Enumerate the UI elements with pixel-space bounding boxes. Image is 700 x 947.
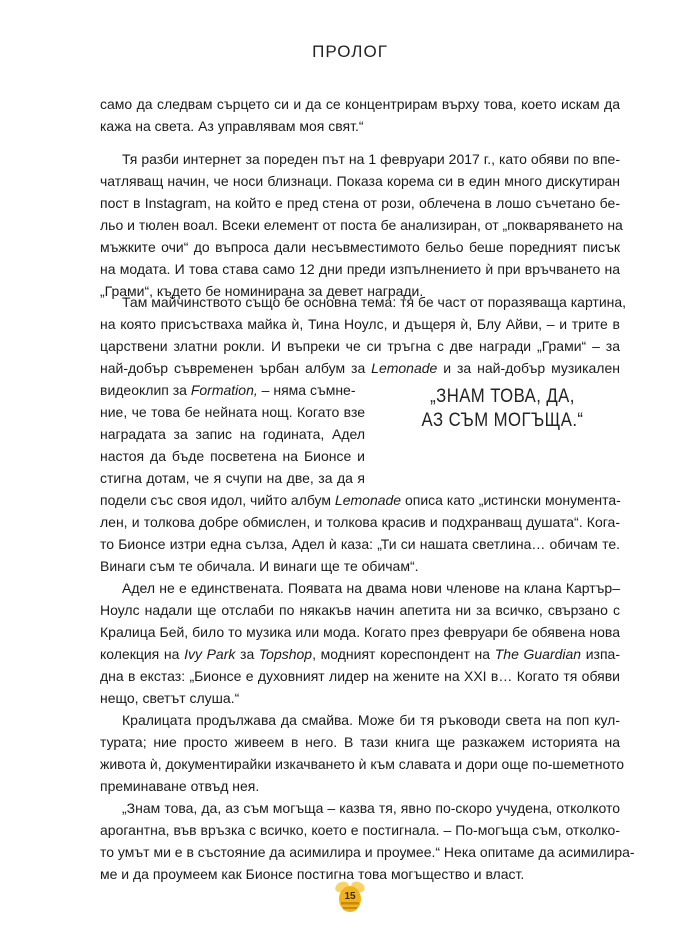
text-line: Кралица Бей, било то музика или мода. Когато през февруари бе обявена нова: [100, 624, 620, 640]
text-line: преминаване отвъд нея.: [100, 778, 260, 794]
paragraph-1: [100, 93, 620, 137]
brand-name: Topshop: [258, 646, 313, 662]
paragraph-5: [100, 709, 625, 797]
text-run: колекция на: [100, 646, 185, 662]
text-run: , модният кореспондент на: [312, 646, 495, 662]
pull-quote-line: „ЗНАМ ТОВА, ДА,: [430, 386, 575, 407]
pull-quote: [399, 385, 606, 433]
text-run: подели със своя идол, чийто албум: [100, 492, 335, 508]
paragraph-2: [100, 148, 623, 302]
text-line: турата; ние просто живеем в него. В тази книга ще разкажем историята на: [100, 734, 620, 750]
paragraph-4: [100, 577, 620, 709]
text-line: [100, 357, 620, 379]
brand-name: Ivy Park: [184, 646, 236, 662]
text-line: Винаги съм те обичала. И винаги ще те обичам“.: [100, 558, 419, 574]
text-line: льо и тюлен воал. Всеки елемент от поста бе анализиран, от „поквapяването на: [100, 217, 623, 233]
text-line: то Бионсе изтри една сълза, Адел ѝ каза: „Ти си нашата светлина… обичам те.: [100, 536, 620, 552]
page-title: ПРОЛОГ: [312, 42, 388, 61]
text-run: – няма съмне-: [257, 382, 356, 398]
paragraph-3-wrapped: [100, 379, 365, 489]
text-line: кажа на света. Аз управлявам моя свят.“: [100, 118, 364, 134]
text-line: [100, 379, 365, 401]
text-line: лен, и толкова добре обмислен, и толкова красив и подхранващ душата“. Кога-: [100, 514, 620, 530]
publication-name: The Guardian: [494, 646, 582, 662]
text-line: Там майчинството също бе основна тема: тя бе част от поразяваща картина,: [122, 294, 627, 310]
pull-quote-line: АЗ СЪМ МОГЪЩА.“: [421, 410, 584, 431]
text-line: мъжките очи“ до въпроса дали несъвместимото бельо беше поредният писък: [100, 239, 620, 255]
text-line: нещо, светът слуша.“: [100, 690, 240, 706]
paragraph-3-continued: [100, 489, 620, 577]
album-title: Lemonade: [371, 360, 438, 376]
text-line: само да следвам сърцето си и да се концентрирам върху това, което искам да: [100, 96, 620, 112]
text-run: изпа-: [581, 646, 621, 662]
text-line: Кралицата продължава да смайва. Може би тя ръководи света на поп кул-: [122, 712, 620, 728]
text-line: „Грами“, където бе номинирана за девет награди.: [100, 283, 424, 299]
text-line: Ноулс надали ще отслаби по някакъв начин апетита ни за всичко, свързано с: [100, 602, 620, 618]
page-number-badge: [333, 878, 367, 914]
text-run: описа като „истински монумента-: [401, 492, 621, 508]
text-line: Тя разби интернет за пореден път на 1 февруари 2017 г., като обяви по впе-: [122, 151, 620, 167]
text-run: и за най-добър музикален: [437, 360, 620, 376]
text-line: [100, 489, 620, 511]
text-line: пост в Instagram, на който е пред стена от рози, облечена в лошо съчетано бе-: [100, 195, 620, 211]
text-line: на която присъстваха майка ѝ, Тина Ноулс, и дъщеря ѝ, Блу Айви, – и трите в: [100, 316, 620, 332]
text-line: „Знам това, да, аз съм могъща – казва тя, явно по-скоро учудена, отколкото: [122, 800, 620, 816]
bee-icon: [333, 878, 367, 914]
text-line: наградата за запис на годината, Адел: [100, 426, 365, 442]
text-line: арогантна, във връзка с всичко, което е постигнала. – По-могъща съм, отколко-: [100, 822, 620, 838]
text-line: ме и да проумеем как Бионсе постигна това могъщество и власт.: [100, 866, 525, 882]
page-number: 15: [344, 891, 356, 902]
text-run: най-добър съвременен ърбан албум за: [100, 360, 372, 376]
text-line: то умът ми е в състояние да асимилира и проумее.“ Нека опитаме да асимилира-: [100, 844, 635, 860]
text-line: царствени златни рокли. И въпреки че си тръгна с две награди „Грами“ – за: [100, 338, 620, 354]
text-line: дна в екстаз: „Бионсе е духовният лидер на жените на XXI в… Когато тя обяви: [100, 668, 620, 684]
text-line: [100, 643, 620, 665]
text-line: настоя да бъде посветена на Бионсе и: [100, 448, 365, 464]
text-line: на модата. И това става само 12 дни преди изпълнението ѝ при връчването на: [100, 261, 620, 277]
text-line: живота ѝ, документирайки изкачването ѝ към славата и дори още по-шеметното: [100, 756, 625, 772]
text-line: ние, че това бе нейната нощ. Когато взе: [100, 404, 365, 420]
text-line: чатляващ начин, че носи близнаци. Показа корема си в един много дискутиран: [100, 173, 620, 189]
text-run: за: [235, 646, 259, 662]
text-run: видеоклип за: [100, 382, 191, 398]
album-title: Lemonade: [334, 492, 402, 508]
text-line: Адел не е единствената. Появата на двама нови членове на клана Картър–: [122, 580, 620, 596]
paragraph-3: [100, 291, 627, 379]
video-title: Formation,: [190, 382, 258, 398]
text-line: стигна дотам, че я счупи на две, за да я: [100, 470, 365, 486]
paragraph-6: [100, 797, 635, 885]
